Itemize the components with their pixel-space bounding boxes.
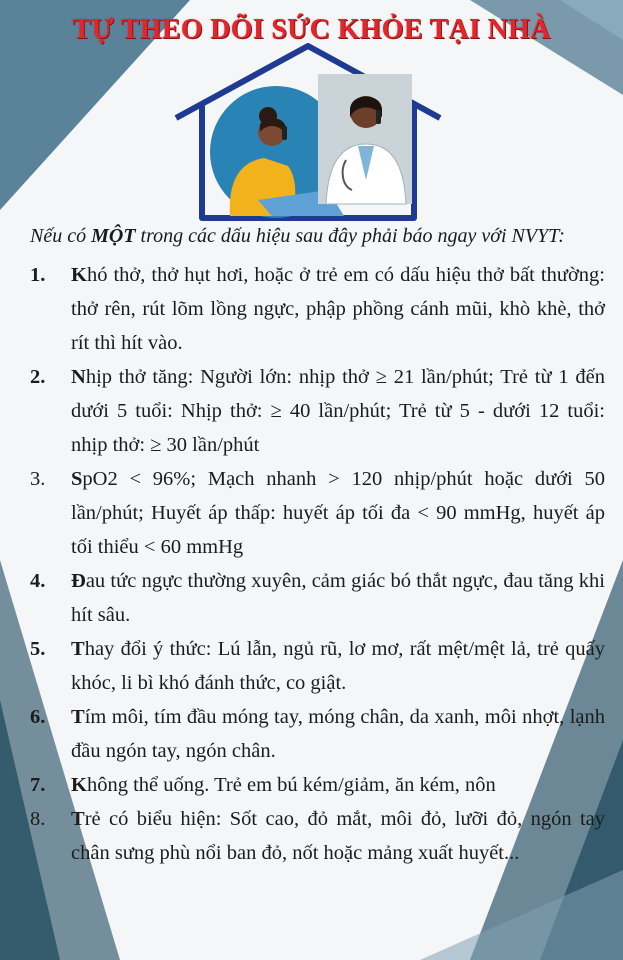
list-item-initial: S (71, 468, 83, 490)
intro-emphasis: MỘT (91, 225, 136, 247)
list-item-initial: K (71, 264, 87, 286)
list-item-number: 2. (30, 366, 46, 388)
list-item-number: 3. (30, 468, 46, 490)
page-title: TỰ THEO DÕI SỨC KHỎE TẠI NHÀ (72, 14, 551, 45)
list-item-initial: T (71, 808, 85, 830)
list-item-number: 4. (30, 570, 46, 592)
list-item-text: hay đổi ý thức: Lú lẫn, ngủ rũ, lơ mơ, rất mệt/mệt lả, trẻ quấy khóc, li bì khó đánh thức, co giật. (71, 638, 605, 694)
list-item-text: pO2 < 96%; Mạch nhanh > 120 nhịp/phút hoặc dưới 50 lần/phút; Huyết áp thấp: huyết áp tối đa < 90 mmHg, huyết áp tối thiểu < 60 mmHg (71, 468, 605, 558)
house-icon (168, 40, 448, 225)
list-item-initial: T (71, 638, 85, 660)
list-item-text: hông thể uống. Trẻ em bú kém/giảm, ăn kém, nôn (86, 774, 496, 796)
list-item-number: 8. (30, 808, 46, 830)
list-item-number: 7. (30, 774, 46, 796)
list-item-number: 1. (30, 264, 46, 286)
list-item-text: ím môi, tím đầu móng tay, móng chân, da xanh, môi nhợt, lạnh đầu ngón tay, ngón chân. (71, 706, 605, 762)
list-item-text: au tức ngực thường xuyên, cảm giác bó thắt ngực, đau tăng khi hít sâu. (71, 570, 605, 626)
list-item (30, 802, 605, 870)
list-item-number: 6. (30, 706, 46, 728)
list-item (30, 360, 605, 462)
list-item-text: rẻ có biểu hiện: Sốt cao, đỏ mắt, môi đỏ, lưỡi đỏ, ngón tay chân sưng phù nổi ban đỏ, nốt hoặc mảng xuất huyết... (71, 808, 605, 864)
list-item-text: hó thở, thở hụt hơi, hoặc ở trẻ em có dấu hiệu thở bất thường: thở rên, rút lõm lồng ngực, phập phồng cánh mũi, khò khè, thở rít thì hít vào. (71, 264, 605, 354)
list-item-initial: N (71, 366, 86, 388)
list-item-initial: K (71, 774, 87, 796)
list-item (30, 700, 605, 768)
list-item (30, 258, 605, 360)
list-item (30, 632, 605, 700)
warning-signs-list (30, 258, 605, 870)
list-item-initial: Đ (71, 570, 86, 592)
intro-prefix: Nếu có (30, 225, 92, 247)
list-item (30, 564, 605, 632)
intro-suffix: trong các dấu hiệu sau đây phải báo ngay với NVYT: (135, 225, 565, 247)
list-item-initial: T (71, 706, 85, 728)
intro-text (30, 220, 605, 252)
list-item (30, 768, 605, 802)
content-area (30, 220, 605, 870)
list-item-number: 5. (30, 638, 46, 660)
list-item (30, 462, 605, 564)
list-item-text: hịp thở tăng: Người lớn: nhịp thở ≥ 21 lần/phút; Trẻ từ 1 đến dưới 5 tuổi: Nhịp thở: ≥ 40 lần/phút; Trẻ từ 5 - dưới 12 tuổi: nhịp thở: ≥ 30 lần/phút (71, 366, 605, 456)
